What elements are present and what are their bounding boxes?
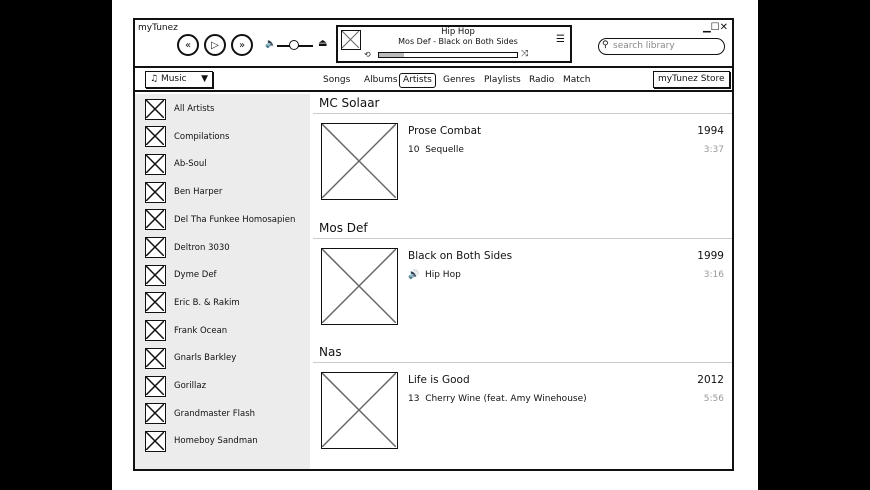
album-art-placeholder [321, 248, 398, 325]
tab-playlists[interactable]: Playlists [484, 75, 521, 85]
tab-radio[interactable]: Radio [529, 75, 555, 85]
artist-thumbnail-placeholder [145, 99, 166, 120]
source-label: Music [160, 74, 187, 84]
eject-icon[interactable]: ⏏ [318, 38, 328, 49]
sidebar-item-label: Gnarls Barkley [174, 353, 237, 364]
tab-songs[interactable]: Songs [323, 75, 351, 85]
artist-thumbnail-placeholder [145, 320, 166, 341]
sidebar-item[interactable] [145, 292, 240, 314]
sidebar-item[interactable] [145, 181, 222, 203]
track-duration: 5:56 [703, 394, 724, 404]
tab-genres[interactable]: Genres [443, 75, 475, 85]
artist-thumbnail-placeholder [145, 348, 166, 369]
store-button[interactable]: myTunez Store [653, 71, 730, 88]
track-row[interactable] [408, 394, 587, 404]
track-title: Sequelle [425, 145, 464, 155]
sidebar-item-label: Homeboy Sandman [174, 436, 258, 447]
sidebar-item-label: Deltron 3030 [174, 242, 230, 253]
artist-thumbnail-placeholder [145, 237, 166, 258]
play-button[interactable] [204, 34, 226, 56]
app-window [133, 18, 734, 471]
album-year: 1999 [697, 249, 724, 262]
progress-bar[interactable] [378, 52, 518, 58]
maximize-icon[interactable]: ☐ [710, 22, 720, 33]
sidebar-item-label: Frank Ocean [174, 325, 228, 336]
source-dropdown[interactable] [145, 71, 213, 88]
sidebar-item-label: Gorillaz [174, 381, 207, 391]
track-duration: 3:16 [703, 269, 724, 280]
track-row[interactable] [408, 270, 461, 280]
album-title[interactable]: Life is Good [408, 374, 470, 386]
tab-match[interactable]: Match [563, 75, 591, 85]
artist-thumbnail-placeholder [145, 126, 166, 147]
album-art-placeholder [321, 372, 398, 449]
sidebar-item-label: Ab-Soul [174, 159, 207, 170]
sidebar-item-label: Dyme Def [174, 270, 217, 281]
tab-albums[interactable]: Albums [364, 75, 398, 85]
artist-thumbnail-placeholder [145, 182, 166, 203]
tab-artists[interactable]: Artists [399, 73, 436, 88]
artist-thumbnail-placeholder [145, 265, 166, 286]
album-title[interactable]: Black on Both Sides [408, 249, 513, 262]
rewind-icon: « [184, 39, 192, 51]
playlist-icon[interactable]: ☰ [556, 34, 565, 45]
sidebar-item[interactable] [145, 237, 230, 259]
sidebar-item[interactable] [145, 209, 295, 231]
track-number: 10 [408, 145, 420, 155]
album-year: 1994 [697, 125, 724, 137]
play-icon: ▷ [211, 39, 219, 51]
track-row[interactable] [408, 145, 464, 155]
now-playing-genre: Hip Hop [441, 27, 475, 37]
volume-icon: 🔈 [265, 39, 277, 49]
album-title[interactable]: Prose Combat [408, 125, 482, 137]
close-icon[interactable]: ✕ [719, 22, 728, 33]
album-art-placeholder [321, 123, 398, 200]
sidebar-item[interactable] [145, 264, 217, 286]
sidebar-item[interactable] [145, 126, 229, 148]
search-input[interactable]: search library [598, 38, 725, 55]
sidebar-item-label: Ben Harper [174, 187, 223, 198]
sidebar-item[interactable] [145, 153, 207, 175]
artist-thumbnail-placeholder [145, 403, 166, 424]
track-duration: 3:37 [703, 145, 724, 155]
search-icon: ⚲ [602, 40, 609, 50]
music-note-icon: ♫ [150, 74, 159, 84]
artist-thumbnail-placeholder [145, 292, 166, 313]
artist-heading: MC Solaar [319, 96, 380, 110]
sidebar-item-label: Eric B. & Rakim [174, 297, 240, 308]
rewind-button[interactable] [177, 34, 199, 56]
now-playing-track: Mos Def - Black on Both Sides [398, 37, 518, 46]
artist-thumbnail-placeholder [145, 154, 166, 175]
track-title: Cherry Wine (feat. Amy Winehouse) [425, 394, 587, 404]
divider [313, 238, 732, 239]
artist-thumbnail-placeholder [145, 431, 166, 452]
album-year: 2012 [697, 374, 724, 386]
album-art-placeholder [341, 30, 361, 50]
forward-button[interactable] [231, 34, 253, 56]
artist-thumbnail-placeholder [145, 376, 166, 397]
sidebar-item[interactable] [145, 430, 258, 452]
track-title: Hip Hop [424, 269, 461, 280]
artist-heading: Nas [319, 345, 342, 359]
sidebar-item-label: Compilations [174, 131, 230, 142]
volume-handle[interactable] [289, 40, 299, 50]
app-title: myTunez [138, 23, 178, 33]
speaker-icon: 🔊 [408, 269, 420, 280]
now-playing-panel [336, 25, 572, 63]
artist-heading: Mos Def [319, 220, 368, 235]
repeat-icon[interactable]: ⟲ [364, 50, 371, 59]
forward-icon: » [238, 39, 246, 51]
sidebar-item[interactable] [145, 347, 236, 369]
window-controls [703, 22, 728, 33]
sidebar-item-label: Grandmaster Flash [174, 408, 256, 419]
track-number: 13 [408, 394, 420, 404]
sidebar-item-label: All Artists [174, 104, 215, 114]
chevron-down-icon: ▼ [201, 74, 208, 84]
nav-bar [135, 66, 732, 92]
sidebar-item[interactable] [145, 98, 214, 120]
divider [313, 362, 732, 363]
sidebar-item[interactable] [145, 403, 255, 425]
sidebar-item[interactable] [145, 320, 227, 342]
minimize-icon[interactable]: ▁ [702, 22, 711, 33]
divider [313, 113, 732, 114]
artist-thumbnail-placeholder [145, 209, 166, 230]
sidebar-item-label: Del Tha Funkee Homosapien [174, 214, 296, 225]
shuffle-icon[interactable]: ⤨ [521, 49, 529, 59]
sidebar [135, 94, 310, 469]
sidebar-item[interactable] [145, 375, 206, 397]
